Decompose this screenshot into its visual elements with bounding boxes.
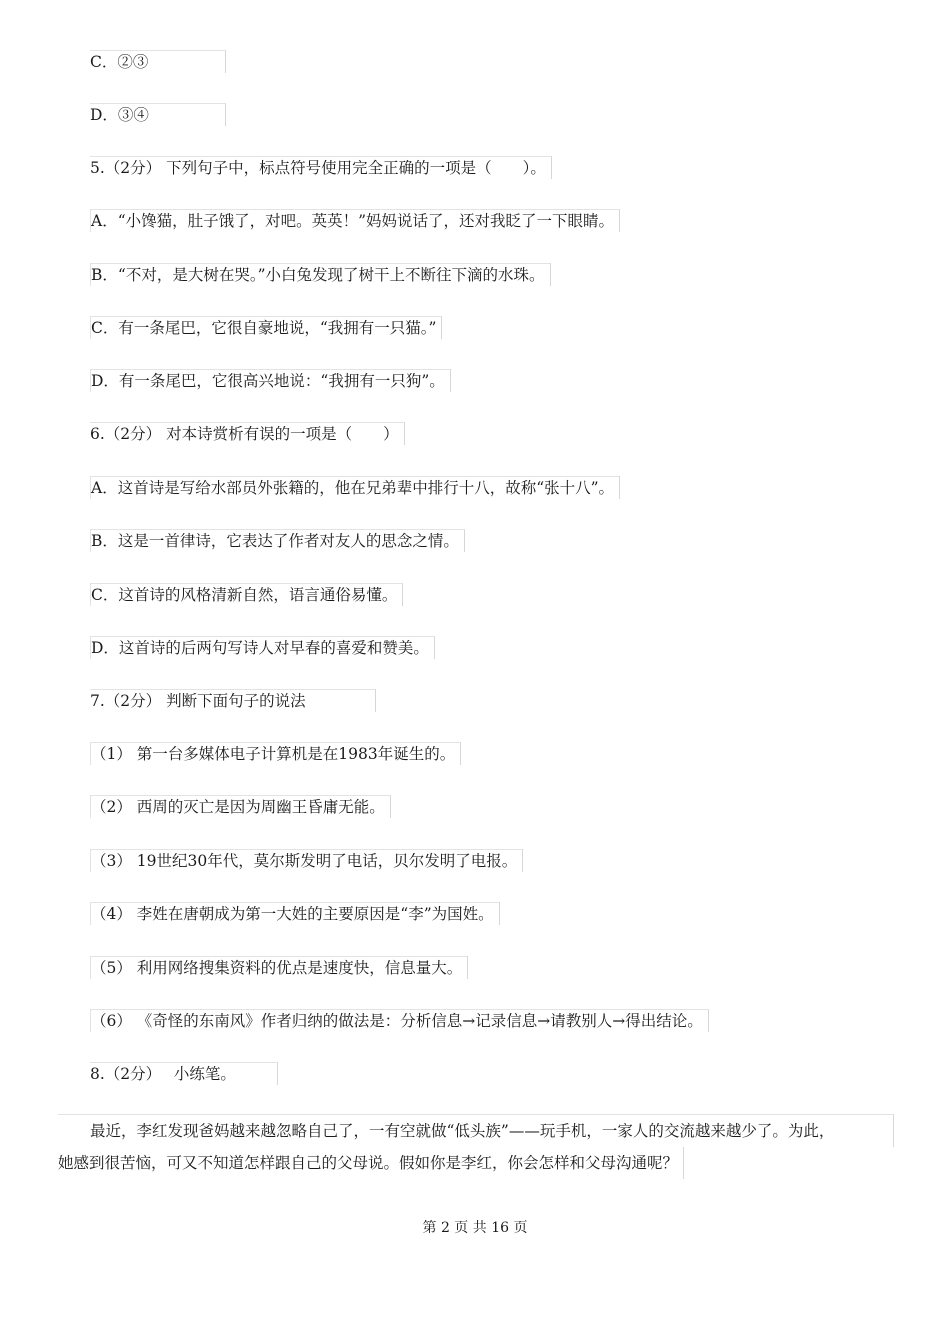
q6-option-d: D．这首诗的后两句写诗人对早春的喜爱和赞美。 — [90, 636, 435, 659]
q5-option-a: A．“小馋猫，肚子饿了，对吧。英英！”妈妈说话了，还对我眨了一下眼睛。 — [90, 209, 620, 232]
q5-option-c: C．有一条尾巴，它很自豪地说，“我拥有一只猫。” — [90, 316, 442, 339]
q5-option-d: D．有一条尾巴，它很高兴地说：“我拥有一只狗”。 — [90, 369, 451, 392]
q4-option-d: D．③④ — [90, 103, 226, 126]
q7-item-2: （2） 西周的灭亡是因为周幽王昏庸无能。 — [90, 795, 391, 818]
q7-item-1: （1） 第一台多媒体电子计算机是在1983年诞生的。 — [90, 742, 461, 765]
q6-stem: 6.（2分） 对本诗赏析有误的一项是（ ） — [90, 422, 405, 445]
q7-item-6: （6） 《奇怪的东南风》作者归纳的做法是：分析信息→记录信息→请教别人→得出结论。 — [90, 1009, 709, 1032]
q7-item-5: （5） 利用网络搜集资料的优点是速度快，信息量大。 — [90, 956, 468, 979]
q7-stem: 7.（2分） 判断下面句子的说法 — [90, 689, 376, 712]
q8-prompt-line-2: 她感到很苦恼，可又不知道怎样跟自己的父母说。假如你是李红，你会怎样和父母沟通呢？ — [58, 1147, 684, 1179]
q5-stem: 5.（2分） 下列句子中，标点符号使用完全正确的一项是（ ）。 — [90, 156, 552, 179]
q7-item-4: （4） 李姓在唐朝成为第一大姓的主要原因是“李”为国姓。 — [90, 902, 500, 925]
q6-option-c: C．这首诗的风格清新自然，语言通俗易懂。 — [90, 583, 403, 606]
q7-item-3: （3） 19世纪30年代，莫尔斯发明了电话，贝尔发明了电报。 — [90, 849, 523, 872]
page-number-footer: 第 2 页 共 16 页 — [422, 1220, 528, 1236]
q6-option-a: A．这首诗是写给水部员外张籍的，他在兄弟辈中排行十八，故称“张十八”。 — [90, 476, 620, 499]
q8-prompt-line-1: 最近，李红发现爸妈越来越忽略自己了，一有空就做“低头族”——玩手机，一家人的交流越来越少了。为此， — [58, 1114, 894, 1147]
q8-stem: 8.（2分） 小练笔。 — [90, 1062, 278, 1085]
q6-option-b: B．这是一首律诗，它表达了作者对友人的思念之情。 — [90, 529, 465, 552]
q4-option-c: C．②③ — [90, 50, 226, 73]
q8-prompt-paragraph — [58, 1114, 894, 1179]
q5-option-b: B．“不对，是大树在哭。”小白兔发现了树干上不断往下滴的水珠。 — [90, 263, 551, 286]
